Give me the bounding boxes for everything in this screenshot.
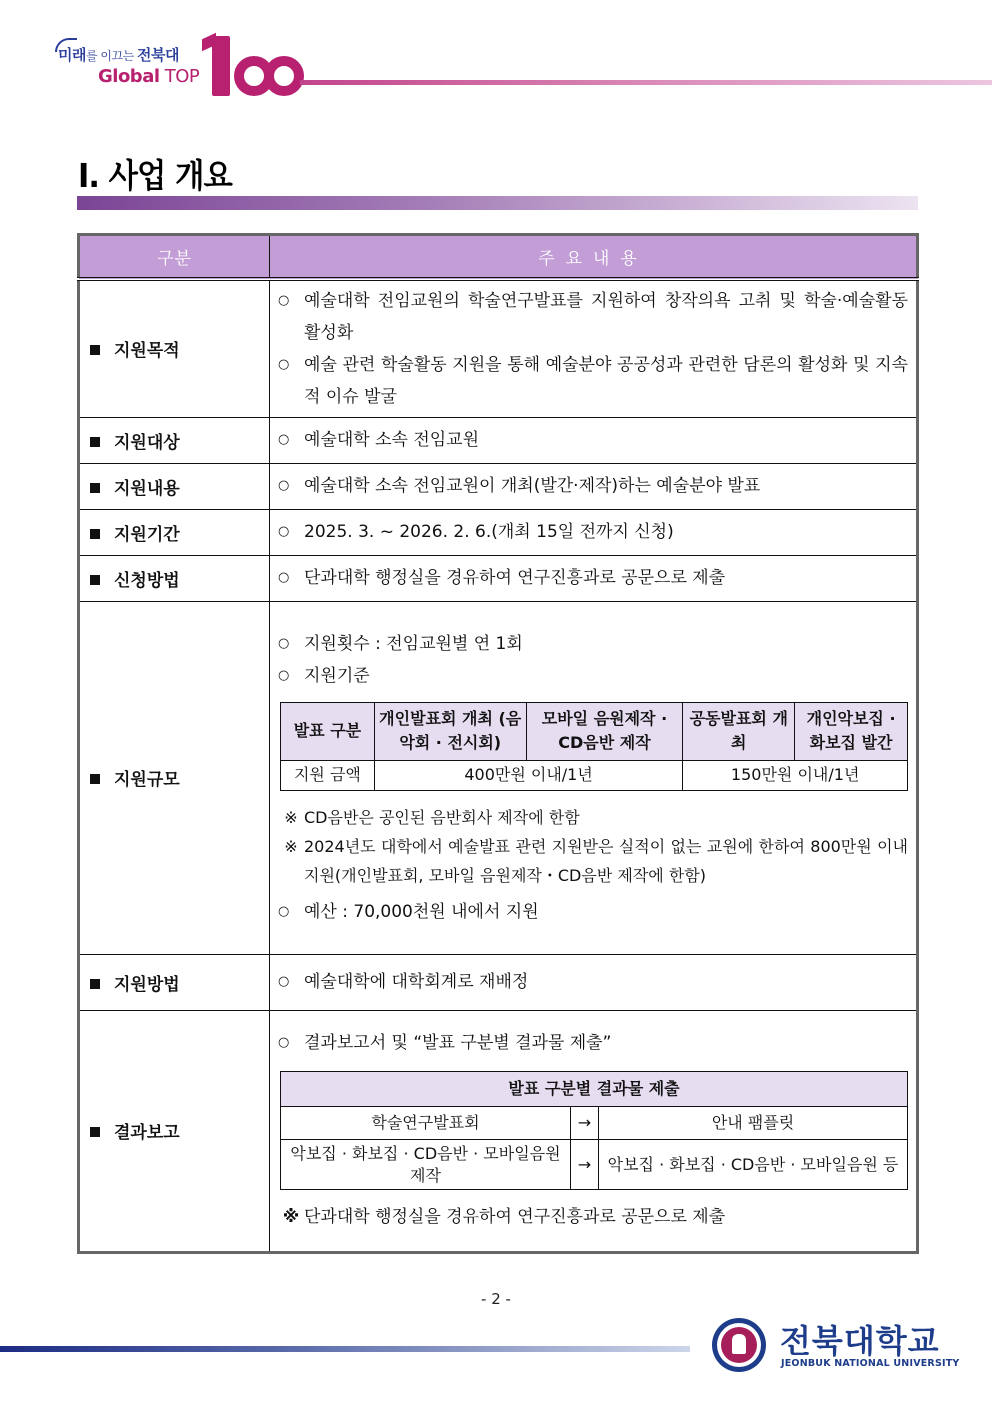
result-submission-table (280, 1071, 908, 1190)
university-name-en: JEONBUK NATIONAL UNIVERSITY (781, 1358, 960, 1369)
square-bullet-icon (90, 1127, 100, 1137)
square-bullet-icon (90, 529, 100, 539)
circle-bullet-icon: ○ (278, 903, 290, 919)
row-content: ○ 예술대학 전임교원의 학술연구발표를 지원하여 창작의욕 고취 및 학술·예술활동 활성화 ○ 예술 관련 학술활동 지원을 통해 예술분야 공공성과 관련한 담론의 활성화 및 지속적 이슈 발굴 (270, 279, 918, 418)
result-row: 악보집 · 화보집 · CD음반 · 모바일음원 제작 → 악보집 · 화보집 · CD음반 · 모바일음원 등 (281, 1140, 908, 1190)
slogan-text: 미래를 이끄는 전북대 (58, 44, 179, 65)
university-seal-icon (712, 1318, 766, 1372)
result-row: 학술연구발표회 → 안내 팸플릿 (281, 1107, 908, 1140)
circle-bullet-icon: ○ (278, 356, 290, 372)
square-bullet-icon (90, 483, 100, 493)
circle-bullet-icon: ○ (278, 432, 290, 447)
result-header-row: 발표 구분별 결과물 제출 (281, 1072, 908, 1107)
table-row-content (79, 463, 918, 509)
column-header-content: 주요내용 (270, 235, 918, 279)
circle-bullet-icon: ○ (278, 524, 290, 539)
university-name-ko: 전북대학교 (780, 1322, 940, 1360)
square-bullet-icon (90, 774, 100, 784)
circle-bullet-icon: ○ (278, 1035, 290, 1050)
arrow-right-icon: → (571, 1107, 599, 1140)
criteria-amount-row: 지원 금액 400만원 이내/1년 150만원 이내/1년 (281, 760, 908, 790)
circle-bullet-icon: ○ (278, 292, 290, 308)
row-content: ○ 예술대학 소속 전임교원이 개최(발간·제작)하는 예술분야 발표 (270, 463, 918, 509)
reference-mark-icon: ※ (284, 836, 298, 856)
reference-mark-icon: ※ (284, 807, 298, 827)
row-content: ○ 예술대학에 대학회계로 재배정 (270, 954, 918, 1010)
overview-table (77, 233, 919, 1254)
row-label: 결과보고 (79, 1010, 270, 1252)
support-criteria-table (280, 702, 908, 791)
arrow-right-icon: → (571, 1140, 599, 1190)
row-content: ○ 2025. 3. ~ 2026. 2. 6.(개최 15일 전까지 신청) (270, 509, 918, 555)
column-header-category: 구분 (79, 235, 270, 279)
row-content: ○ 단과대학 행정실을 경유하여 연구진흥과로 공문으로 제출 (270, 555, 918, 601)
row-label: 지원목적 (79, 279, 270, 418)
row-content: ○ 결과보고서 및 “발표 구분별 결과물 제출” 발표 구분별 결과물 제출 학술연구발표회 → 안내 팸플릿 악보집 · 화보집 · CD음반 · 모바일음원 제작 → 악보집 · 화보집 · CD음반 · 모바일음원 등 ※ 단과대학 행정실을 경유하여 연구진흥과로 공문으로 제출 (270, 1010, 918, 1252)
table-header-row (79, 235, 918, 279)
circle-bullet-icon: ○ (278, 974, 290, 989)
row-content: ○ 지원횟수 : 전임교원별 연 1회 ○ 지원기준 발표 구분 개인발표회 개최 (음악회 · 전시회) 모바일 음원제작 · CD음반 제작 공동발표회 개최 개인악보집 · 화보집 발간 지원 금액 400만원 이내/1년 150만원 이내/1년 ※ CD음반은 공인된 음반회사 제작에 한함 ※ 2024년도 대학에서 예술발표 관련 지원받은 실적이 없는 교원에 한하여 800만원 이내 지원(개인발표회, 모바일 음원제작・CD음반 제작에 한함) ○ 예산 : 70,000천원 내에서 지원 (270, 601, 918, 954)
square-bullet-icon (90, 575, 100, 585)
table-row-report (79, 1010, 918, 1252)
table-row-apply (79, 555, 918, 601)
square-bullet-icon (90, 437, 100, 447)
table-row-method (79, 954, 918, 1010)
row-label: 지원규모 (79, 601, 270, 954)
circle-bullet-icon: ○ (278, 635, 290, 651)
row-label: 지원대상 (79, 417, 270, 463)
table-row-scale (79, 601, 918, 954)
table-row-target (79, 417, 918, 463)
table-row-period (79, 509, 918, 555)
circle-bullet-icon: ○ (278, 667, 290, 683)
row-label: 지원방법 (79, 954, 270, 1010)
square-bullet-icon (90, 979, 100, 989)
row-label: 지원내용 (79, 463, 270, 509)
row-label: 지원기간 (79, 509, 270, 555)
header-divider (300, 80, 992, 85)
slogan-arc-icon (55, 38, 77, 52)
page-number: - 2 - (481, 1290, 511, 1308)
reference-mark-icon: ※ (282, 1207, 300, 1227)
header-logo-banner (52, 38, 312, 100)
criteria-header-row: 발표 구분 개인발표회 개최 (음악회 · 전시회) 모바일 음원제작 · CD음반 제작 공동발표회 개최 개인악보집 · 화보집 발간 (281, 702, 908, 760)
title-gradient-bar (77, 196, 918, 210)
page-title: Ⅰ. 사업 개요 (78, 156, 232, 195)
circle-bullet-icon: ○ (278, 570, 290, 585)
table-row-purpose (79, 279, 918, 418)
row-label: 신청방법 (79, 555, 270, 601)
square-bullet-icon (90, 345, 100, 355)
row-content: ○ 예술대학 소속 전임교원 (270, 417, 918, 463)
circle-bullet-icon: ○ (278, 478, 290, 493)
global-top-text: Global TOP (98, 66, 200, 87)
footer-divider (0, 1346, 690, 1352)
